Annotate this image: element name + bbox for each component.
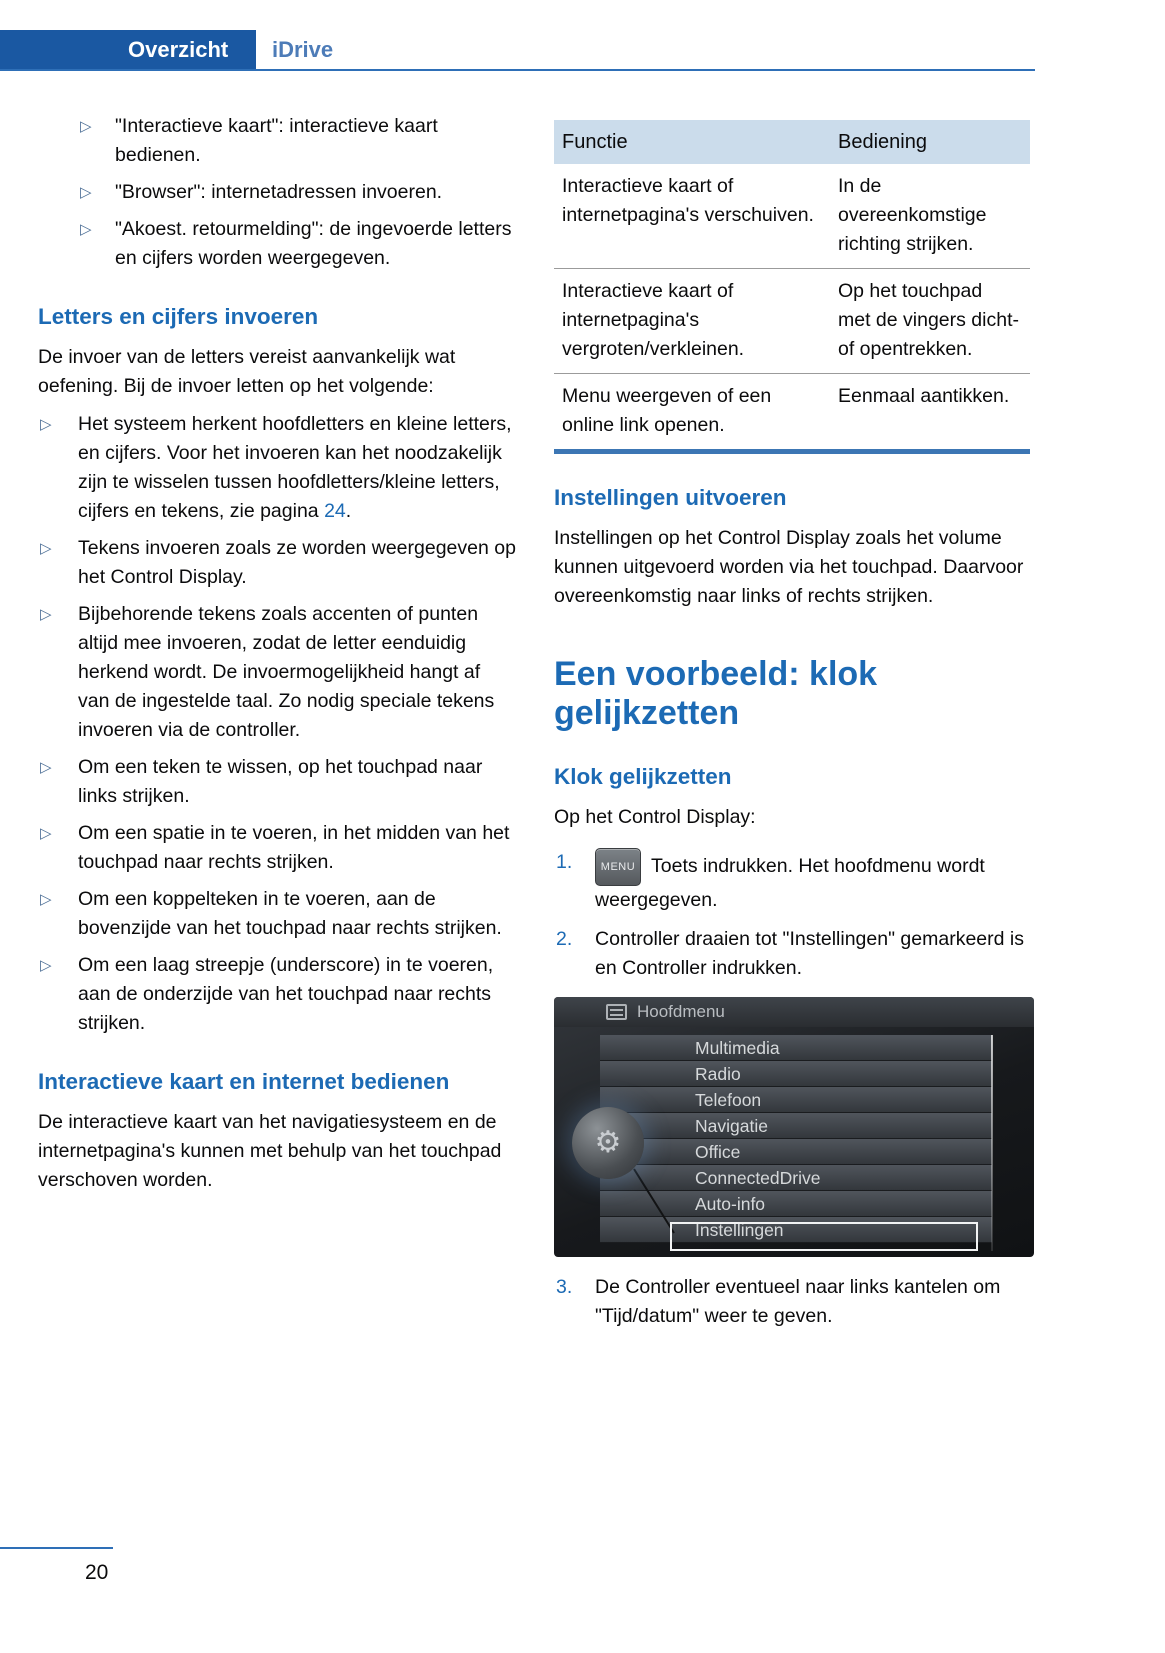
chapter-heading-voorbeeld: Een voorbeeld: klok gelijkzetten — [554, 655, 878, 732]
table-cell: Op het touchpad met de vingers dicht- of opentrekken. — [830, 269, 1030, 374]
screen-title: Hoofdmenu — [637, 1002, 725, 1021]
page-number: 20 — [85, 1561, 109, 1584]
triangle-bullet-icon — [40, 819, 52, 848]
table-row — [554, 164, 1030, 269]
gear-icon: ⚙ — [594, 1126, 622, 1159]
letters-bullet-list — [38, 410, 516, 1038]
menu-key-label: MENU — [600, 861, 636, 873]
bullet-text: "Interactieve kaart": interactieve kaart bedienen. — [115, 115, 438, 166]
table-row — [554, 269, 1030, 374]
triangle-bullet-icon — [80, 215, 92, 244]
step-number: 2. — [556, 928, 573, 950]
page-link[interactable]: 24 — [324, 500, 346, 522]
table-header-cell: Bediening — [830, 120, 1030, 164]
section-title: Overzicht — [128, 37, 229, 62]
left-column — [38, 112, 516, 1204]
paragraph: De interactieve kaart van het navigatiesysteem en de internetpagina's kunnen met behulp van het touchpad verschoven worden. — [38, 1111, 502, 1191]
bullet-text: "Browser": internetadressen invoeren. — [115, 181, 443, 203]
list-item — [38, 410, 516, 526]
list-item — [38, 885, 516, 943]
step-text: De Controller eventueel naar links kantelen om "Tijd/datum" weer te geven. — [595, 1276, 1001, 1327]
section-heading-letters: Letters en cijfers invoeren — [38, 304, 319, 329]
step-item — [554, 1273, 1034, 1331]
step-text: Toets indrukken. Het hoofdmenu wordt weergegeven. — [595, 855, 985, 911]
triangle-bullet-icon — [40, 753, 52, 782]
footer-rule — [0, 1547, 113, 1549]
list-item — [38, 534, 516, 592]
controller-knob — [572, 1107, 644, 1179]
menu-key — [595, 848, 641, 886]
right-column — [554, 112, 1034, 1341]
menu-item-label: ConnectedDrive — [695, 1168, 821, 1188]
bullet-text: . — [345, 500, 352, 522]
menu-item-label: Radio — [695, 1064, 741, 1084]
function-table — [554, 120, 1030, 454]
table-cell: Interactieve kaart of internetpagina's verschuiven. — [554, 164, 830, 269]
triangle-bullet-icon — [40, 410, 52, 439]
numbered-steps — [554, 1273, 1034, 1331]
menu-item-label: Auto-info — [695, 1194, 766, 1214]
list-item — [38, 600, 516, 745]
step-number: 3. — [556, 1276, 573, 1298]
bullet-text: "Akoest. retourmelding": de ingevoerde letters en cijfers worden weergegeven. — [115, 218, 512, 269]
numbered-steps — [554, 848, 1034, 983]
table-row — [554, 374, 1030, 452]
menu-item-label: Multimedia — [695, 1038, 780, 1058]
chapter-title: iDrive — [272, 37, 334, 62]
table-cell: Interactieve kaart of internetpagina's vergroten/verkleinen. — [554, 269, 830, 374]
table-header-row — [554, 120, 1030, 164]
triangle-bullet-icon — [40, 534, 52, 563]
paragraph: Instellingen op het Control Display zoals het volume kunnen uitgevoerd worden via het touchpad. Daarvoor overeenkomstig naar links of rechts strijken. — [554, 527, 1024, 607]
menu-item-label: Navigatie — [695, 1116, 768, 1136]
section-heading-kaart: Interactieve kaart en internet bedienen — [38, 1069, 450, 1094]
triangle-bullet-icon — [40, 951, 52, 980]
triangle-bullet-icon — [80, 178, 92, 207]
table-cell: Eenmaal aantikken. — [838, 385, 1010, 407]
bullet-text: Tekens invoeren zoals ze worden weergegeven op het Control Display. — [78, 537, 516, 588]
menu-item-label: Instellingen — [695, 1220, 784, 1240]
triangle-bullet-icon — [80, 112, 92, 141]
step-number: 1. — [556, 851, 573, 873]
table-header-cell: Functie — [554, 120, 830, 164]
section-heading-klok: Klok gelijkzetten — [554, 764, 732, 789]
bullet-text: Bijbehorende tekens zoals accenten of punten altijd mee invoeren, zodat de letter eenduidig herkend wordt. De invoermogelijkheid hangt af van de ingestelde taal. Zo nodig speciale tekens invoeren via de controller. — [78, 603, 495, 741]
bullet-text: Om een laag streepje (underscore) in te voeren, aan de onderzijde van het touchpad naar rechts strijken. — [78, 954, 494, 1034]
continued-bullet-list — [38, 112, 516, 273]
bullet-text: Het systeem herkent hoofdletters en kleine letters, en cijfers. Voor het invoeren kan het noodzakelijk zijn te wisselen tussen hoofdletters/kleine letters, cijfers en tekens, zie pagina — [78, 413, 512, 522]
list-item — [38, 215, 516, 273]
bullet-text: Om een teken te wissen, op het touchpad naar links strijken. — [78, 756, 483, 807]
table-cell: In de overeenkomstige richting strijken. — [830, 164, 1030, 269]
bullet-text: Om een koppelteken in te voeren, aan de bovenzijde van het touchpad naar rechts strijken. — [78, 888, 502, 939]
header-rule — [0, 69, 1035, 71]
list-item — [38, 753, 516, 811]
section-heading-instellingen: Instellingen uitvoeren — [554, 485, 787, 510]
menu-item-label: Telefoon — [695, 1090, 762, 1110]
list-item — [38, 819, 516, 877]
list-item — [38, 951, 516, 1038]
triangle-bullet-icon — [40, 885, 52, 914]
paragraph: De invoer van de letters vereist aanvankelijk wat oefening. Bij de invoer letten op het volgende: — [38, 346, 456, 397]
triangle-bullet-icon — [40, 600, 52, 629]
list-item — [38, 178, 516, 207]
menu-item-label: Office — [695, 1142, 741, 1162]
section-tab — [0, 30, 256, 69]
highlight-box — [670, 1222, 978, 1251]
idrive-screen-image — [554, 997, 1034, 1257]
list-item — [38, 112, 516, 170]
step-text: Controller draaien tot "Instellingen" gemarkeerd is en Controller indrukken. — [595, 928, 1024, 979]
step-item — [554, 925, 1034, 983]
table-cell: Menu weergeven of een online link openen. — [562, 385, 772, 436]
paragraph: Op het Control Display: — [554, 806, 756, 828]
step-item — [554, 848, 1034, 915]
bullet-text: Om een spatie in te voeren, in het midden van het touchpad naar rechts strijken. — [78, 822, 510, 873]
